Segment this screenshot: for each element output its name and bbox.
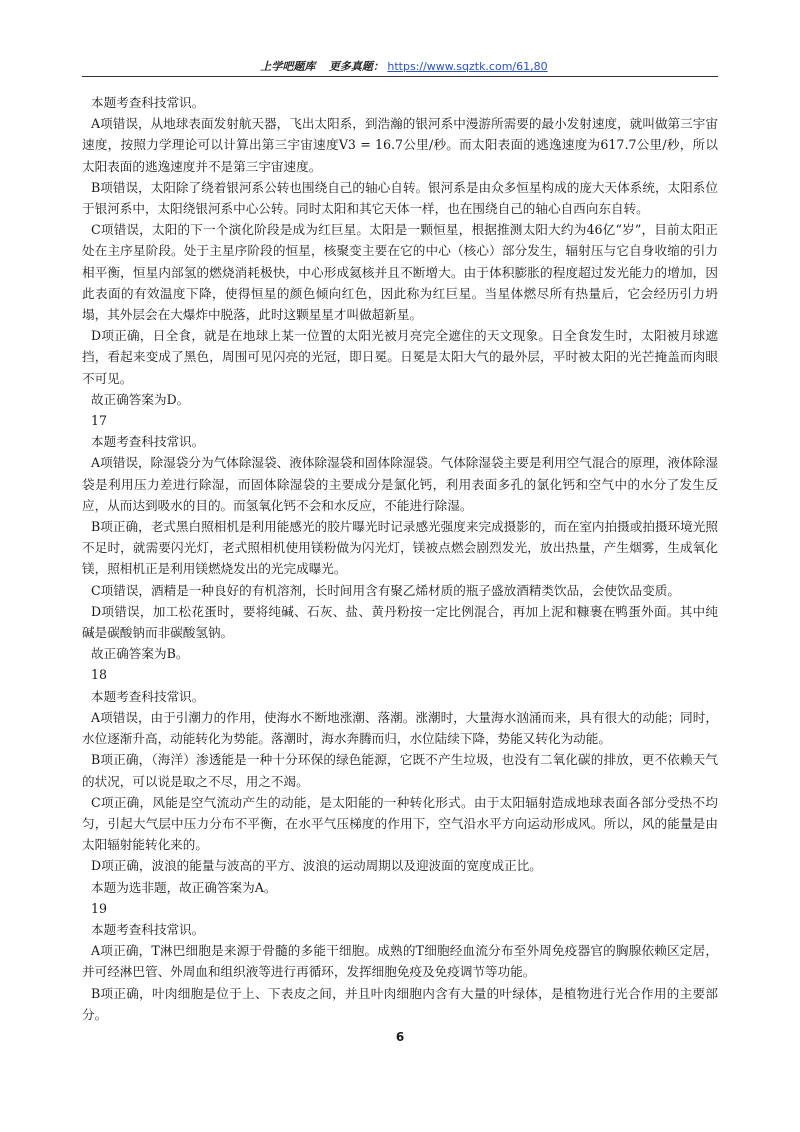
document-body [82,92,718,1025]
paragraph: D项正确，日全食，就是在地球上某一位置的太阳光被月亮完全遮住的天文现象。日全食发生时，太阳被月球遮挡，看起来变成了黑色，周围可见闪亮的光冠，即日冕。日冕是太阳大气的最外层，平时被太阳的光芒掩盖而肉眼不可见。 [82,328,718,386]
answer-line: 本题为选非题，故正确答案为A。 [91,879,277,895]
question-number: 18 [91,667,108,683]
header-url-link[interactable]: https://www.sqztk.com/61,80 [387,60,548,73]
answer-line: 故正确答案为B。 [91,646,189,662]
paragraph: C项错误，酒精是一种良好的有机溶剂，长时间用含有聚乙烯材质的瓶子盛放酒精类饮品，会使饮品变质。 [91,582,680,598]
paragraph: B项正确，叶肉细胞是位于上、下表皮之间，并且叶肉细胞内含有大量的叶绿体，是植物进行光合作用的主要部分。 [82,985,718,1022]
paragraph: D项正确，波浪的能量与波高的平方、波浪的运动周期以及迎波面的宽度成正比。 [91,858,542,874]
paragraph: B项正确，（海洋）渗透能是一种十分环保的绿色能源，它既不产生垃圾，也没有二氧化碳的排放，更不依赖天气的状况，可以说是取之不尽，用之不竭。 [82,752,718,789]
page-number: 6 [395,1030,405,1044]
paragraph: 本题考查科技常识。 [91,921,205,937]
question-number: 19 [91,900,108,916]
page-header [90,58,718,74]
paragraph: 本题考查科技常识。 [91,95,205,110]
header-divider [82,76,718,77]
paragraph: B项正确，老式黑白照相机是利用能感光的胶片曝光时记录感光强度来完成摄影的，而在室内拍摄或拍摄环境光照不足时，就需要闪光灯，老式照相机使用镁粉做为闪光灯，镁被点燃会剧烈发光，放出热量，产生烟雾，生成氧化镁，照相机正是利用镁燃烧发出的光完成曝光。 [82,519,718,577]
paragraph: B项错误，太阳除了绕着银河系公转也围绕自己的轴心自转。银河系是由众多恒星构成的庞大天体系统，太阳系位于银河系中，太阳绕银河系中心公转。同时太阳和其它天体一样，也在围绕自己的轴心自西向东自转。 [82,179,718,217]
answer-line: 故正确答案为D。 [91,391,190,407]
paragraph: 本题考查科技常识。 [91,434,205,450]
paragraph: D项错误，加工松花蛋时，要将纯碱、石灰、盐、黄丹粉按一定比例混合，再加上泥和糠裹在鸭蛋外面。其中纯碱是碳酸钠而非碳酸氢钠。 [82,603,718,641]
paragraph: A项正确，T淋巴细胞是来源于骨髓的多能干细胞。成熟的T细胞经血流分布至外周免疫器官的胸腺依赖区定居，并可经淋巴管、外周血和组织液等进行再循环，发挥细胞免疫及免疫调节等功能。 [82,943,718,980]
paragraph: C项正确，风能是空气流动产生的动能，是太阳能的一种转化形式。由于太阳辐射造成地球表面各部分受热不均匀，引起大气层中压力分布不平衡，在水平气压梯度的作用下，空气沿水平方向运动形成风。所以，风的能量是由太阳辐射能转化来的。 [82,794,718,853]
question-number: 17 [91,413,108,429]
paragraph: A项错误，除湿袋分为气体除湿袋、液体除湿袋和固体除湿袋。气体除湿袋主要是利用空气混合的原理，液体除湿袋是利用压力差进行除湿，而固体除湿袋的主要成分是氯化钙，利用表面多孔的氯化钙和空气中的水分了发生反应，从而达到吸水的目的。而氢氧化钙不会和水反应，不能进行除湿。 [82,455,718,513]
paragraph: C项错误，太阳的下一个演化阶段是成为红巨星。太阳是一颗恒星，根据推测太阳大约为46亿“岁”，目前太阳正处在主序星阶段。处于主星序阶段的恒星，核聚变主要在它的中心（核心）部分发生，辐射压与它自身收缩的引力相平衡，恒星内部氢的燃烧消耗极快，中心形成氦核并且不断增大。由于体积膨胀的程度超过发光能力的增加，因此表面的有效温度下降，使得恒星的颜色倾向红色，因此称为红巨星。当星体燃尽所有热量后，它会经历引力坍塌，其外层会在大爆炸中脱落，此时这颗星星才叫做超新星。 [82,222,718,323]
paragraph: A项错误，从地球表面发射航天器，飞出太阳系，到浩瀚的银河系中漫游所需要的最小发射速度，就叫做第三宇宙速度，按照力学理论可以计算出第三宇宙速度V3 = 16.7公里/秒。而太阳表面的逃逸速度为617.7公里/秒，所以太阳表面的逃逸速度并不是第三宇宙速度。 [82,116,718,174]
paragraph: A项错误，由于引潮力的作用，使海水不断地涨潮、落潮。涨潮时，大量海水汹涌而来，具有很大的动能；同时，水位逐渐升高，动能转化为势能。落潮时，海水奔腾而归，水位陆续下降，势能又转化为动能。 [82,709,718,747]
paragraph: 本题考查科技常识。 [91,688,205,704]
header-site-name: 上学吧题库 [260,60,316,73]
header-more-label: 更多真题： [328,60,384,73]
